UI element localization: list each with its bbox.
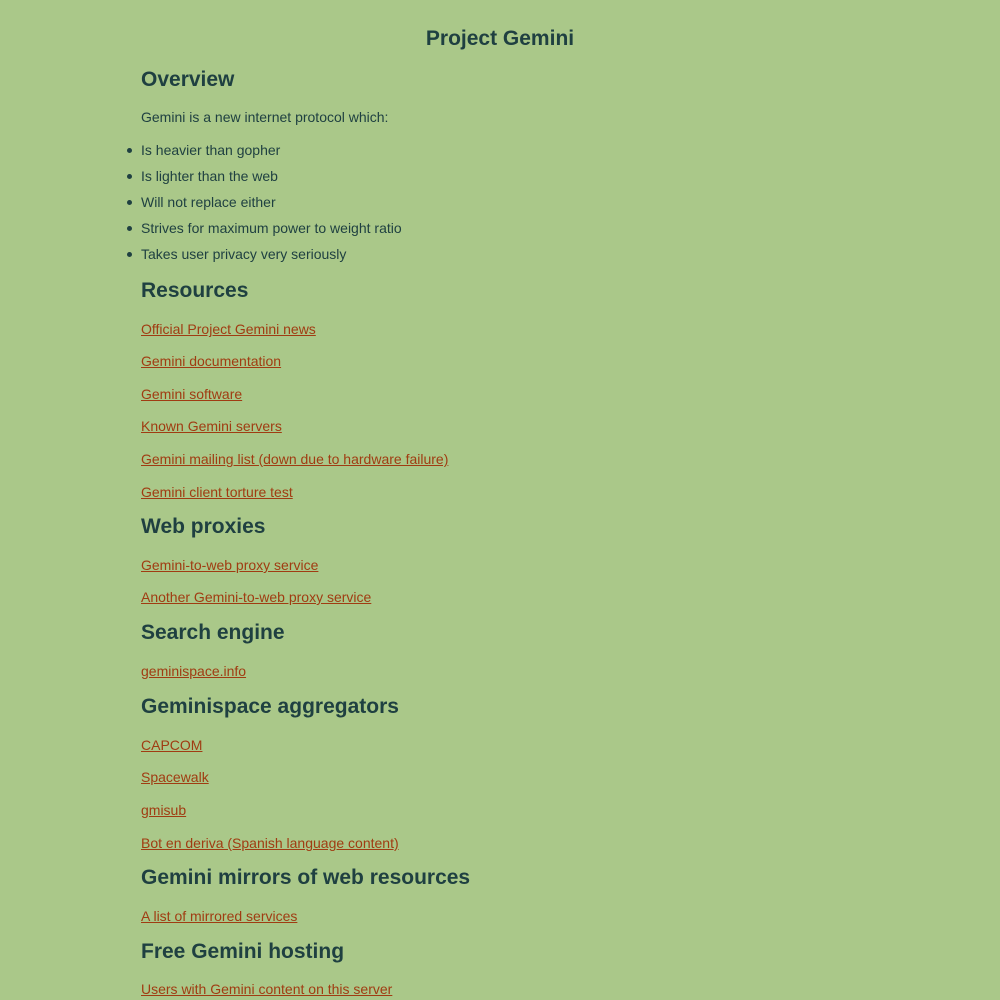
link-torture-test[interactable]: Gemini client torture test xyxy=(141,484,293,500)
bullet-icon xyxy=(127,226,132,231)
link-mailing-list[interactable]: Gemini mailing list (down due to hardware failure) xyxy=(141,451,449,467)
link-capcom[interactable]: CAPCOM xyxy=(141,737,203,753)
list-item xyxy=(141,219,402,237)
bullet-icon xyxy=(127,252,132,257)
overview-intro: Gemini is a new internet protocol which: xyxy=(141,109,389,125)
list-item xyxy=(141,141,280,159)
list-item-text: Takes user privacy very seriously xyxy=(141,246,347,262)
link-spacewalk[interactable]: Spacewalk xyxy=(141,769,209,785)
list-item xyxy=(141,245,346,263)
mirrors-heading: Gemini mirrors of web resources xyxy=(141,866,471,889)
overview-heading: Overview xyxy=(141,68,235,91)
link-known-servers[interactable]: Known Gemini servers xyxy=(141,418,282,434)
link-bot-en-deriva[interactable]: Bot en deriva (Spanish language content) xyxy=(141,835,399,851)
link-another-proxy-service[interactable]: Another Gemini-to-web proxy service xyxy=(141,589,372,605)
search-engine-heading: Search engine xyxy=(141,621,285,644)
bullet-icon xyxy=(127,148,132,153)
web-proxies-heading: Web proxies xyxy=(141,515,266,538)
link-official-news[interactable]: Official Project Gemini news xyxy=(141,321,316,337)
bullet-icon xyxy=(127,200,132,205)
list-item xyxy=(141,167,278,185)
link-geminispace-info[interactable]: geminispace.info xyxy=(141,663,247,679)
list-item-text: Is lighter than the web xyxy=(141,168,278,184)
aggregators-heading: Geminispace aggregators xyxy=(141,695,399,718)
bullet-icon xyxy=(127,174,132,179)
link-software[interactable]: Gemini software xyxy=(141,386,243,402)
link-documentation[interactable]: Gemini documentation xyxy=(141,353,282,369)
link-users-gemini-content[interactable]: Users with Gemini content on this server xyxy=(141,981,393,997)
list-item-text: Is heavier than gopher xyxy=(141,142,281,158)
link-proxy-service[interactable]: Gemini-to-web proxy service xyxy=(141,557,319,573)
list-item-text: Will not replace either xyxy=(141,194,276,210)
link-mirrored-services[interactable]: A list of mirrored services xyxy=(141,908,298,924)
hosting-heading: Free Gemini hosting xyxy=(141,940,345,963)
list-item-text: Strives for maximum power to weight ratio xyxy=(141,220,402,236)
list-item xyxy=(141,193,276,211)
resources-heading: Resources xyxy=(141,279,249,302)
page-title: Project Gemini xyxy=(425,27,575,50)
link-gmisub[interactable]: gmisub xyxy=(141,802,187,818)
